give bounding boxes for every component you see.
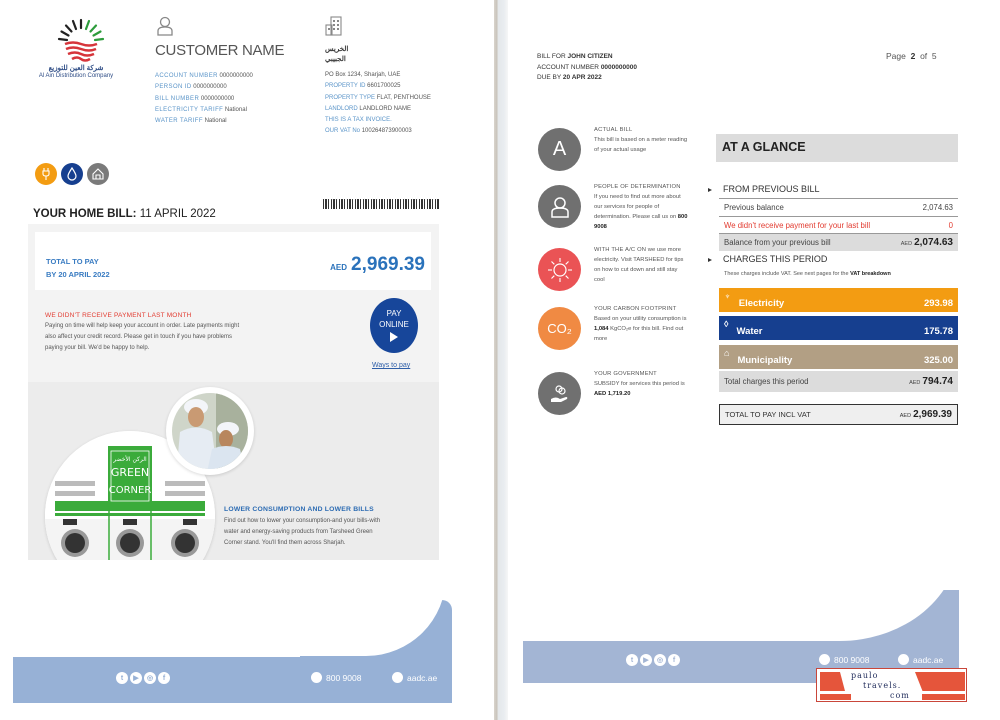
panel-outline [28, 224, 439, 634]
due-row: DUE BY 20 APR 2022 [537, 74, 602, 81]
youtube-icon[interactable]: ▶ [130, 672, 142, 684]
info-actual-bill: A ACTUAL BILL This bill is based on a meter reading of your actual usage [538, 128, 689, 171]
social-links [626, 654, 680, 666]
co2-icon: CO₂ [538, 307, 581, 350]
company-name-english: Al Ain Distribution Company [38, 73, 114, 79]
facebook-icon[interactable]: f [668, 654, 680, 666]
promo-title: LOWER CONSUMPTION AND LOWER BILLS [224, 506, 374, 513]
watermark: paulo travels. com [816, 668, 967, 702]
website-contact[interactable]: aadc.ae [898, 654, 943, 665]
water-icon [61, 163, 83, 185]
property-type-row: PROPERTY TYPE FLAT, PENTHOUSE [325, 94, 431, 101]
svg-text:GREEN: GREEN [110, 466, 150, 479]
youtube-icon[interactable]: ▶ [640, 654, 652, 666]
total-amount: AED 2,969.39 [330, 254, 425, 275]
info-government-subsidy: YOUR GOVERNMENT SUBSIDY for services this period is AED 1,719.20 [538, 372, 689, 415]
web-icon [898, 654, 909, 665]
property-id-row: PROPERTY ID 6601700025 [325, 83, 401, 90]
property-details [325, 70, 431, 138]
bill-for-row: BILL FOR JOHN CITIZEN [537, 53, 613, 60]
bullet-icon [708, 258, 712, 262]
page2-header [537, 52, 637, 84]
info-carbon-footprint: CO₂ YOUR CARBON FOOTPRINT Based on your utility consumption is 1,084 KgCO₂e for this bill. Find out more [538, 307, 689, 350]
instagram-icon[interactable]: ◎ [144, 672, 156, 684]
total-to-pay-label: TOTAL TO PAY BY 20 APRIL 2022 [46, 257, 110, 279]
vat-number-row: OUR VAT No 100264873900003 [325, 128, 412, 135]
svg-text:CORNER: CORNER [108, 485, 152, 496]
service-icons [35, 163, 109, 185]
actual-bill-icon: A [538, 128, 581, 171]
address: PO Box 1234, Sharjah, UAE [325, 72, 401, 78]
bill-number-row: BILL NUMBER 0000000000 [155, 95, 235, 102]
electricity-icon [35, 163, 57, 185]
sun-icon [538, 248, 581, 291]
subsidy-hand-icon [538, 372, 581, 415]
bullet-icon [708, 188, 712, 192]
account-row: ACCOUNT NUMBER 0000000000 [537, 63, 637, 71]
user-icon [157, 16, 173, 36]
phone-icon [819, 654, 830, 665]
plug-icon: ♆ [724, 291, 731, 301]
instagram-icon[interactable]: ◎ [654, 654, 666, 666]
twitter-icon[interactable]: t [626, 654, 638, 666]
page-number: Page 2 of 5 [886, 51, 937, 61]
account-number-row: ACCOUNT NUMBER 0000000000 [155, 73, 253, 79]
barcode [323, 199, 440, 209]
person-id-row: PERSON ID 0000000000 [155, 84, 227, 91]
phone-contact[interactable]: 800 9008 [819, 654, 869, 665]
bill-page-2 [508, 0, 988, 700]
municipality-icon [87, 163, 109, 185]
social-links [116, 672, 170, 684]
website-contact[interactable]: aadc.ae [392, 672, 437, 683]
total-charges-row: Total charges this period AED 794.74 [719, 371, 958, 392]
water-tariff-row: WATER TARIFF National [155, 118, 227, 125]
home-bill-heading: YOUR HOME BILL: 11 APRIL 2022 [33, 208, 216, 220]
twitter-icon[interactable]: t [116, 672, 128, 684]
vat-note: These charges include VAT. See next pages for the VAT breakdown [724, 271, 891, 277]
phone-icon [311, 672, 322, 683]
municipality-charge-row: ⌂ Municipality 325.00 [719, 345, 958, 369]
customer-name: CUSTOMER NAME [155, 42, 285, 59]
missed-payment-row: We didn't receive payment for your last bill 0 [719, 216, 958, 233]
property-name-arabic: الخريس الجبيبي [325, 46, 349, 63]
charges-this-period-heading: CHARGES THIS PERIOD [708, 254, 827, 264]
company-name-arabic: شركة العين للتوزيع [48, 65, 104, 72]
page1-footer [13, 657, 452, 703]
ways-to-pay-link[interactable]: Ways to pay [372, 362, 411, 369]
payment-warning-text: Paying on time will help keep your account in order. Late payments might also affect your credit record. Please get in touch if you have problems paying your bill. We'd be happy to help. [45, 323, 240, 351]
facebook-icon[interactable]: f [158, 672, 170, 684]
grand-total-box: TOTAL TO PAY INCL VAT AED 2,969.39 [719, 404, 958, 425]
from-previous-bill-heading: FROM PREVIOUS BILL [708, 184, 820, 194]
payment-warning-title: WE DIDN'T RECEIVE PAYMENT LAST MONTH [45, 312, 192, 319]
at-a-glance-heading: AT A GLANCE [716, 134, 958, 162]
building-icon [325, 16, 343, 36]
landlord-row: LANDLORD LANDLORD NAME [325, 105, 412, 112]
tax-invoice-note: THIS IS A TAX INVOICE. [325, 117, 392, 124]
svg-text:الركن الأخضر: الركن الأخضر [113, 456, 147, 463]
page-divider [494, 0, 508, 720]
previous-balance-row: Previous balance 2,074.63 [719, 198, 958, 215]
balance-from-previous-row: Balance from your previous bill AED 2,074.63 [719, 233, 958, 251]
promo-text: Find out how to lower your consumption-and your bills-with water and energy-saving products from Tarsheed Green Corner stand. You'll find them across Sharjah. [224, 518, 381, 546]
water-drop-icon: ◊ [724, 319, 729, 329]
info-ac: WITH THE A/C ON we use more electricity. Visit TARSHEED for tips on how to cut down and still stay cool [538, 248, 689, 291]
web-icon [392, 672, 403, 683]
electricity-charge-row: ♆ Electricity 293.98 [719, 288, 958, 312]
customer-details [155, 71, 253, 127]
electricity-tariff-row: ELECTRICITY TARIFF National [155, 106, 247, 113]
person-icon [538, 185, 581, 228]
house-icon: ⌂ [724, 348, 730, 358]
water-charge-row: ◊ Water 175.78 [719, 316, 958, 340]
phone-contact[interactable]: 800 9008 [311, 672, 361, 683]
info-people-of-determination: PEOPLE OF DETERMINATION If you need to find out more about our services for people of determination. Please call us on 800 9008 [538, 185, 689, 232]
bill-page-1 [0, 0, 494, 720]
pay-online-button[interactable]: PAY ONLINE [370, 298, 418, 353]
